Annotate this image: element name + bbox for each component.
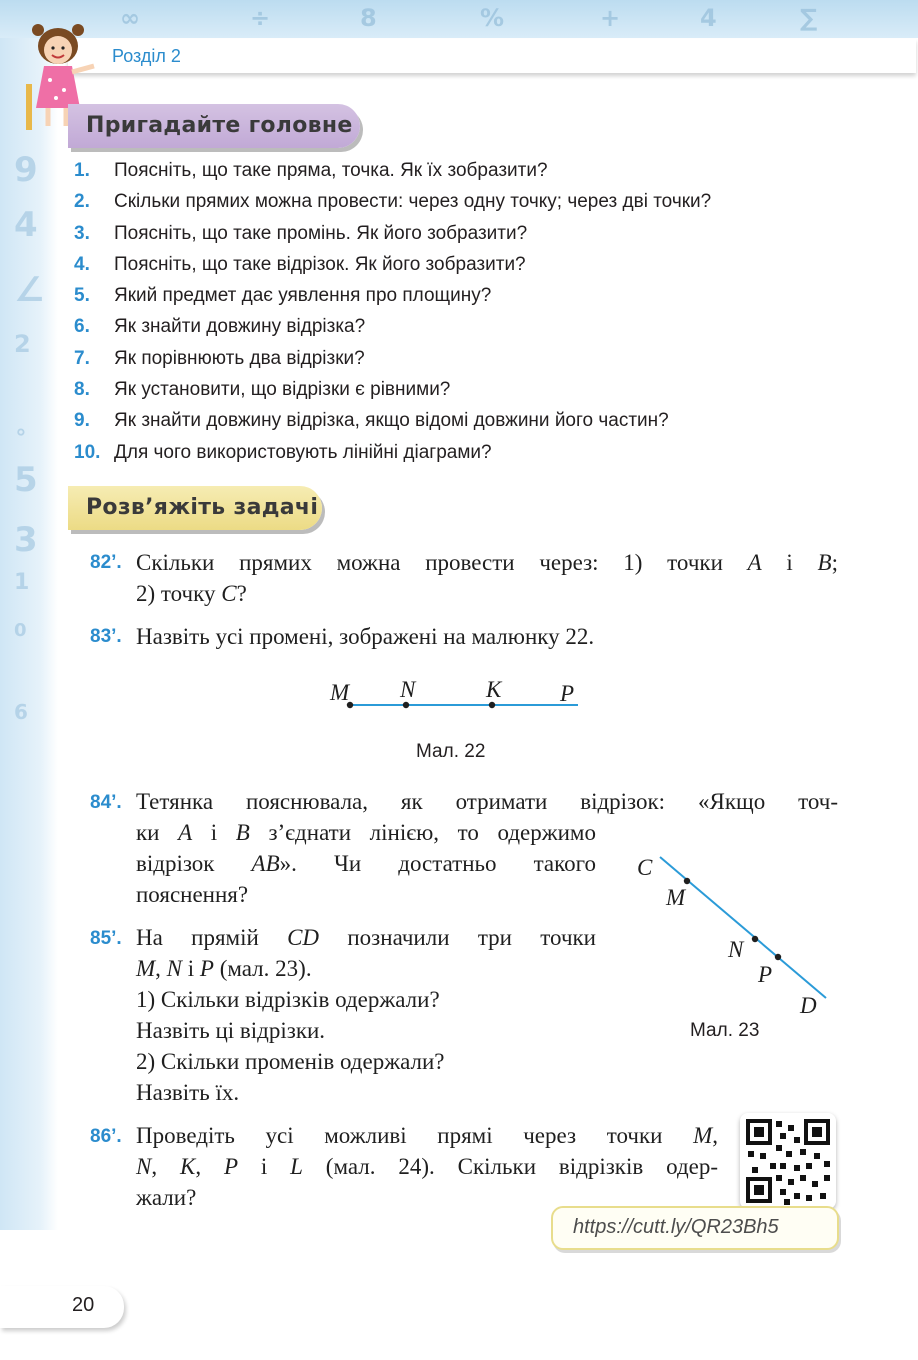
figure-22-caption: Мал. 22	[416, 741, 486, 762]
problem-86	[136, 1120, 718, 1213]
point-label: P	[560, 681, 575, 706]
problem-line: 1) Скільки відрізків одержали?	[136, 987, 440, 1012]
point-label: P	[758, 962, 773, 987]
figure-23	[630, 845, 840, 1025]
qr-link-text[interactable]: https://cutt.ly/QR23Bh5	[573, 1216, 779, 1238]
qr-link[interactable]	[551, 1206, 839, 1250]
point-dot	[752, 936, 758, 942]
decorative-sidebar	[0, 0, 58, 1230]
review-question-list	[74, 158, 711, 471]
problem-line: Назвіть ці відрізки.	[136, 1018, 326, 1043]
point-label: M	[330, 680, 350, 705]
decorative-digit: 1	[14, 570, 30, 595]
list-item: 5. Який предмет дає уявлення про площину?	[74, 285, 492, 307]
problem-line: пояснення?	[136, 882, 249, 907]
list-item: 7. Як порівнюють два відрізки?	[74, 347, 365, 369]
chapter-header-bar	[68, 39, 916, 73]
problem-number: 83’.	[90, 626, 122, 647]
problem-line: 2) точку C?	[136, 581, 247, 606]
decorative-digit: 6	[14, 700, 28, 724]
review-heading	[68, 104, 360, 148]
list-item: 4. Поясніть, що таке відрізок. Як його зобразити?	[74, 253, 526, 275]
decorative-digit: 2	[14, 330, 31, 358]
problem-line: Проведіть усі можливі прямі через точки M,	[136, 1123, 718, 1148]
point-label: M	[666, 885, 686, 910]
problem-number: 84’.	[90, 792, 122, 813]
point-label: N	[400, 677, 416, 702]
list-item: 10. Для чого використовують лінійні діаграми?	[74, 441, 492, 463]
decorative-symbol: +	[600, 4, 621, 32]
list-item: 1. Поясніть, що таке пряма, точка. Як їх зобразити?	[74, 160, 548, 181]
problem-line: M, N і P (мал. 23).	[136, 956, 312, 981]
problem-line: Скільки прямих можна провести через: 1) точки A і B;	[136, 550, 838, 575]
point-label: N	[728, 937, 744, 962]
point-dot	[489, 702, 495, 708]
list-item: 2. Скільки прямих можна провести: через одну точку; через дві точки?	[74, 191, 712, 213]
point-dot	[684, 878, 690, 884]
list-item: 3. Поясніть, що таке промінь. Як його зобразити?	[74, 222, 528, 244]
decorative-digit: ∘	[14, 420, 28, 445]
decorative-symbol: ∞	[120, 4, 140, 32]
problem-number: 82’.	[90, 552, 122, 573]
point-label: K	[486, 677, 502, 702]
decorative-digit: 5	[14, 460, 38, 500]
figure-22	[320, 670, 600, 720]
decorative-digit: 0	[14, 620, 27, 641]
decorative-digit: 9	[14, 150, 38, 190]
page-number-tab	[0, 1286, 124, 1328]
decorative-digit: 4	[14, 205, 38, 245]
figure-line	[660, 857, 826, 998]
list-item: 8. Як установити, що відрізки є рівними?	[74, 379, 451, 401]
problem-82	[136, 547, 838, 609]
review-heading-text: Пригадайте головне	[86, 113, 353, 138]
problem-line: На прямій CD позначили три точки	[136, 925, 596, 950]
point-dot	[403, 702, 409, 708]
list-item: 9. Як знайти довжину відрізка, якщо відомі довжини його частин?	[74, 410, 669, 432]
tasks-heading	[68, 486, 322, 530]
qr-code[interactable]	[740, 1113, 836, 1209]
tasks-heading-text: Розв’яжіть задачі	[86, 495, 319, 520]
problem-83: Назвіть усі промені, зображені на малюнку 22.	[136, 624, 595, 649]
decorative-digit: ∠	[14, 270, 45, 310]
problem-number: 85’.	[90, 928, 122, 949]
decorative-symbol: ∑	[800, 4, 818, 32]
problem-line: 2) Скільки променів одержали?	[136, 1049, 445, 1074]
decorative-top-strip	[0, 0, 918, 38]
list-item: 6. Як знайти довжину відрізка?	[74, 316, 366, 338]
problem-line: ки A і B з’єднати лінією, то одержимо	[136, 820, 596, 845]
section-label: Розділ 2	[112, 46, 181, 66]
decorative-symbol: ÷	[250, 4, 271, 32]
page-number: 20	[72, 1294, 95, 1316]
decorative-symbol: %	[480, 4, 505, 32]
decorative-symbol: 4	[700, 4, 717, 32]
problem-number: 86’.	[90, 1126, 122, 1147]
problem-line: жали?	[136, 1185, 197, 1210]
point-label: C	[637, 855, 653, 880]
point-dot	[775, 954, 781, 960]
point-label: D	[800, 993, 817, 1018]
decorative-symbol: 8	[360, 4, 377, 32]
decorative-digit: 3	[14, 520, 38, 560]
problem-85	[136, 922, 596, 1108]
qr-code-icon	[740, 1113, 836, 1209]
problem-line: Тетянка пояснювала, як отримати відрізок: «Якщо точ-	[136, 789, 838, 814]
problem-line: N, K, P і L (мал. 24). Скільки відрізків одер-	[136, 1154, 719, 1179]
problem-line: відрізок AB». Чи достатньо такого	[136, 851, 596, 876]
figure-23-caption: Мал. 23	[690, 1020, 760, 1041]
problem-line: Назвіть їх.	[136, 1080, 240, 1105]
